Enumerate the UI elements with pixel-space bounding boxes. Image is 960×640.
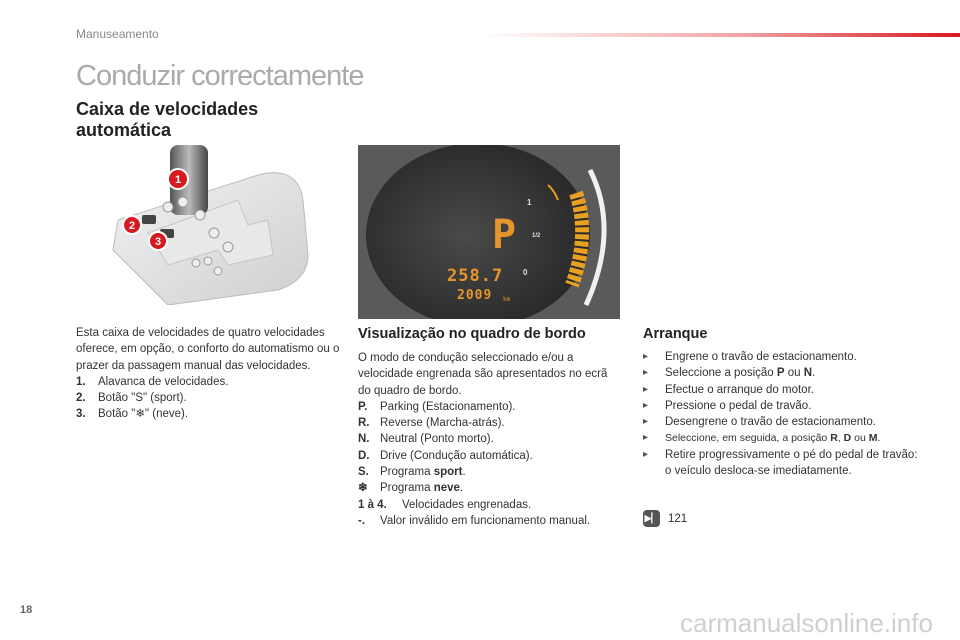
start-step-text: Efectue o arranque do motor. xyxy=(665,383,814,396)
start-step xyxy=(643,382,923,398)
start-step-bold: R xyxy=(830,432,838,445)
watermark: carmanualsonline.info xyxy=(680,608,933,638)
arrow-bullet-icon: ▸ xyxy=(643,399,649,411)
arrow-bullet-icon: ▸ xyxy=(643,448,649,460)
intro-item-key: 1. xyxy=(76,375,86,388)
start-step-text: . xyxy=(812,367,816,380)
arrow-bullet-icon: ▸ xyxy=(643,351,649,362)
display-item xyxy=(358,464,620,480)
display-item-bold: sport xyxy=(433,466,463,479)
display-item-text: Drive (Condução automática). xyxy=(380,449,533,462)
start-step-bold: M xyxy=(868,432,878,445)
display-item-bold: neve xyxy=(433,482,460,495)
display-item xyxy=(358,513,620,529)
start-step-text: , xyxy=(837,432,844,445)
start-step-text: Pressione o pedal de travão. xyxy=(665,399,812,412)
start-step-text: ou xyxy=(851,432,869,445)
start-step-text: . xyxy=(877,432,881,445)
start-step xyxy=(643,365,923,381)
intro-item-text: Botão "❄" (neve). xyxy=(98,408,189,421)
start-step-text: Retire progressivamente o pé do pedal de travão: o veículo desloca-se imediatamente. xyxy=(665,448,918,478)
intro-item-key: 3. xyxy=(76,408,86,421)
start-step-bold: P xyxy=(776,367,785,380)
start-step xyxy=(643,414,923,430)
start-step xyxy=(643,398,923,414)
start-step-text: Seleccione a posição xyxy=(665,367,777,380)
gear-selector-illustration xyxy=(108,145,313,305)
display-item-text: Neutral (Ponto morto). xyxy=(380,433,494,446)
display-item-key: 1 à 4. xyxy=(358,498,387,511)
display-item-key: S. xyxy=(358,466,369,479)
section-label: Manuseamento xyxy=(76,27,159,41)
display-item-text: Velocidades engrenadas. xyxy=(402,498,532,511)
start-step xyxy=(643,447,923,480)
display-item-key: P. xyxy=(358,400,368,413)
start-step-text: ou xyxy=(784,367,804,380)
display-section xyxy=(358,350,620,529)
lcd-gear-indicator: P xyxy=(492,212,517,258)
intro-text: Esta caixa de velocidades de quatro velocidades oferece, em opção, o conforto do automatismo ou o prazer da passagem manual das velocidades. xyxy=(76,327,340,372)
display-item-key: R. xyxy=(358,417,370,430)
lcd-odometer-unit: km xyxy=(503,296,511,303)
start-step-bold: D xyxy=(843,432,852,445)
page-reference[interactable] xyxy=(643,510,687,527)
start-step-text: Engrene o travão de estacionamento. xyxy=(665,351,857,363)
start-step-text: Desengrene o travão de estacionamento. xyxy=(665,416,876,429)
display-item-suffix: . xyxy=(462,466,466,479)
intro-item xyxy=(76,406,346,422)
callout-3-label: 3 xyxy=(154,236,162,248)
display-item xyxy=(358,448,620,464)
intro-item xyxy=(76,390,346,406)
start-step-bold: N xyxy=(803,367,813,380)
display-item xyxy=(358,399,620,415)
start-step-text: Seleccione, em seguida, a posição xyxy=(665,432,831,445)
page-reference-number[interactable]: 121 xyxy=(668,512,688,525)
display-item xyxy=(358,415,620,431)
intro-item-text: Alavanca de velocidades. xyxy=(98,375,229,388)
fuel-scale-full: 1 xyxy=(527,198,532,207)
header-accent-bar xyxy=(480,33,960,37)
arrow-bullet-icon: ▸ xyxy=(643,432,649,444)
display-text: O modo de condução seleccionado e/ou a velocidade engrenada são apresentados no ecrã do quadro de bordo. xyxy=(358,352,608,397)
display-item-text: Programa xyxy=(380,482,434,495)
display-item xyxy=(358,480,620,496)
display-item-text: Valor inválido em funcionamento manual. xyxy=(380,514,591,527)
display-heading: Visualização no quadro de bordo xyxy=(358,326,586,342)
display-item-key: D. xyxy=(358,449,370,462)
start-heading: Arranque xyxy=(643,326,708,342)
page-number: 18 xyxy=(20,604,33,616)
fuel-scale-empty: 0 xyxy=(523,268,528,277)
intro-item xyxy=(76,374,346,390)
arrow-bullet-icon: ▸ xyxy=(643,367,649,379)
arrow-bullet-icon: ▸ xyxy=(643,416,649,428)
display-item xyxy=(358,497,620,513)
page-subtitle: Caixa de velocidades automática xyxy=(76,99,259,140)
callout-2-label: 2 xyxy=(128,220,136,232)
lcd-trip-readout: 258.7 xyxy=(447,266,504,286)
display-item-text: Parking (Estacionamento). xyxy=(380,400,516,413)
page-link-icon[interactable]: ▶▏ xyxy=(643,510,660,527)
callout-1-label: 1 xyxy=(174,174,182,186)
arrow-bullet-icon: ▸ xyxy=(643,383,649,395)
display-item xyxy=(358,431,620,447)
lcd-odometer: 2009 xyxy=(457,288,493,303)
start-step xyxy=(643,430,923,446)
display-item-text: Programa xyxy=(380,466,434,479)
start-step xyxy=(643,349,923,365)
intro-item-key: 2. xyxy=(76,392,86,405)
display-item-text: Reverse (Marcha-atrás). xyxy=(380,417,505,430)
start-section xyxy=(643,349,923,479)
display-item-key: N. xyxy=(358,433,370,446)
fuel-scale-half: 1/2 xyxy=(532,233,541,239)
intro-item-text: Botão "S" (sport). xyxy=(98,392,187,405)
display-item-suffix: . xyxy=(459,482,464,495)
page-title: Conduzir correctamente xyxy=(76,60,364,92)
intro-section xyxy=(76,325,346,423)
display-item-key: -. xyxy=(358,514,366,527)
snowflake-icon: ❄ xyxy=(358,482,368,495)
